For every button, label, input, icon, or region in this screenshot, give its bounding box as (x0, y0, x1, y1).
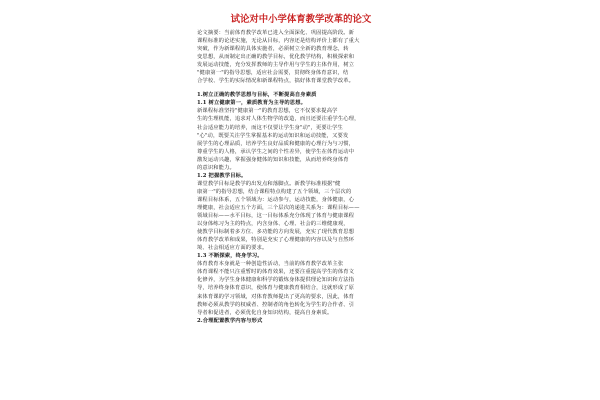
section-heading: 2.合理配置教学内容与形式 (197, 317, 263, 324)
section-heading: 1.树立正确的教学思想与目标，不断提高自身素质 (197, 92, 317, 99)
subsection-heading: 1.1 树立健康第一，素质教育为主导的思想。 (197, 100, 307, 107)
abstract-line: 论文摘要：当前体育教学改革已进入全面深化、巩固提高阶段。新 (197, 30, 355, 36)
body-line: 体育教育本身就是一种创造性活动，当前的体育教学改革主张 (197, 261, 344, 268)
document-body (197, 14, 405, 325)
abstract-line: 突破，作为新课程的具体实施者，必须树立全新的教育理念，转 (197, 46, 349, 53)
document-title: 试论对中小学体育教学改革的论文 (230, 14, 372, 25)
body-line: 使教学目标制着多方位、多功能的方向发展，充实了现代教育思想 (197, 229, 355, 236)
body-line: 展学生的心理品质，培养学生良好品质和健康的心理行为与习惯， (197, 140, 355, 147)
body-line: "心"动，既要关注学生掌握基本的运动知识和运动技能，又要发 (197, 132, 349, 139)
body-line: 化修养，为学生身体健康和科学的锻炼身体提供理论知识和方法指 (197, 277, 355, 284)
body-line: 尊重学生的人格，承认学生之间的个性差异，使学生在体育运动中 (197, 148, 355, 155)
body-line: 的意识和能力。 (197, 164, 235, 171)
body-line: 课程目标体系，五个领域为：运动参与，运动技能，身体健康，心 (197, 196, 355, 203)
abstract-line: "健康第一"的指导思想，适应社会需要，贯彻终身体育意识，结 (197, 70, 349, 77)
abstract-line: 发展运动技能，充分发挥教师的主导作用与学生的主体作用，树立 (197, 62, 355, 69)
body-line: 导者和促进者，必须优化自身知识结构，提高自身素质。 (197, 309, 333, 316)
body-line: 激发运动兴趣，掌握强身健体的知识和技能，从而培养终身体育 (197, 156, 349, 163)
body-line: 体育课程不能只注重暂时的体育效果，还要注重提高学生的体育文 (197, 269, 355, 276)
body-line: 教师必须从教学的权威者、控制者的角色转化为学生的合作者、引 (197, 301, 355, 308)
body-line: 导，培养终身体育意识，使体育与健康教育相结合，这就形成了原 (197, 285, 355, 292)
body-line: 社会适应能力的培养，而这不仅要让学生身"动"，更要让学生 (197, 124, 343, 131)
subsection-heading: 1.2 把握教学目标。 (197, 172, 247, 179)
body-line: 新课程标准坚持"健康第一"的教育思想，它不仅要求提高学 (197, 108, 338, 115)
body-line: 生的生理机能，追求对人体生物学的改造，而且还要注重学生心理， (197, 116, 360, 123)
body-line: 领域目标——水平目标，这一目标体系充分体现了体育与健康课程 (197, 213, 355, 220)
abstract-line: 课程标准的论述实施，无论从目标，内容还是结构评价上都有了重大 (197, 38, 360, 45)
body-line: 来体育课的学习领域，对体育教师提出了更高的要求，因此，体育 (197, 293, 355, 300)
body-line: 以身体练习为主的特点，内含身体、心理、社会的三维健康观， (197, 221, 349, 228)
body-line: 体育教学改革和成果，特别是充实了心理健康的内容以及与自然环 (197, 237, 355, 244)
subsection-heading: 1.3 不断探索，终身学习。 (197, 253, 263, 260)
abstract-line: 合学校、学生的实际情况和新课程特点，搞好体育课堂教学改革。 (197, 78, 355, 85)
abstract-line: 变思想，从而制定出正确的教学目标，优化教学结构，积极探索和 (197, 54, 355, 61)
body-line: 康第一"的指导思想，结合课程特点构建了五个领域，三个层次的 (197, 188, 352, 195)
body-line: 理健康，社会适应五个方面，三个层次的递进关系为：课程目标—— (197, 204, 360, 211)
body-line: 境、社会相适应方面的要求。 (197, 245, 268, 252)
body-line: 课堂教学目标是教学的出发点和落脚点。新教学标准根据"健 (197, 180, 341, 187)
